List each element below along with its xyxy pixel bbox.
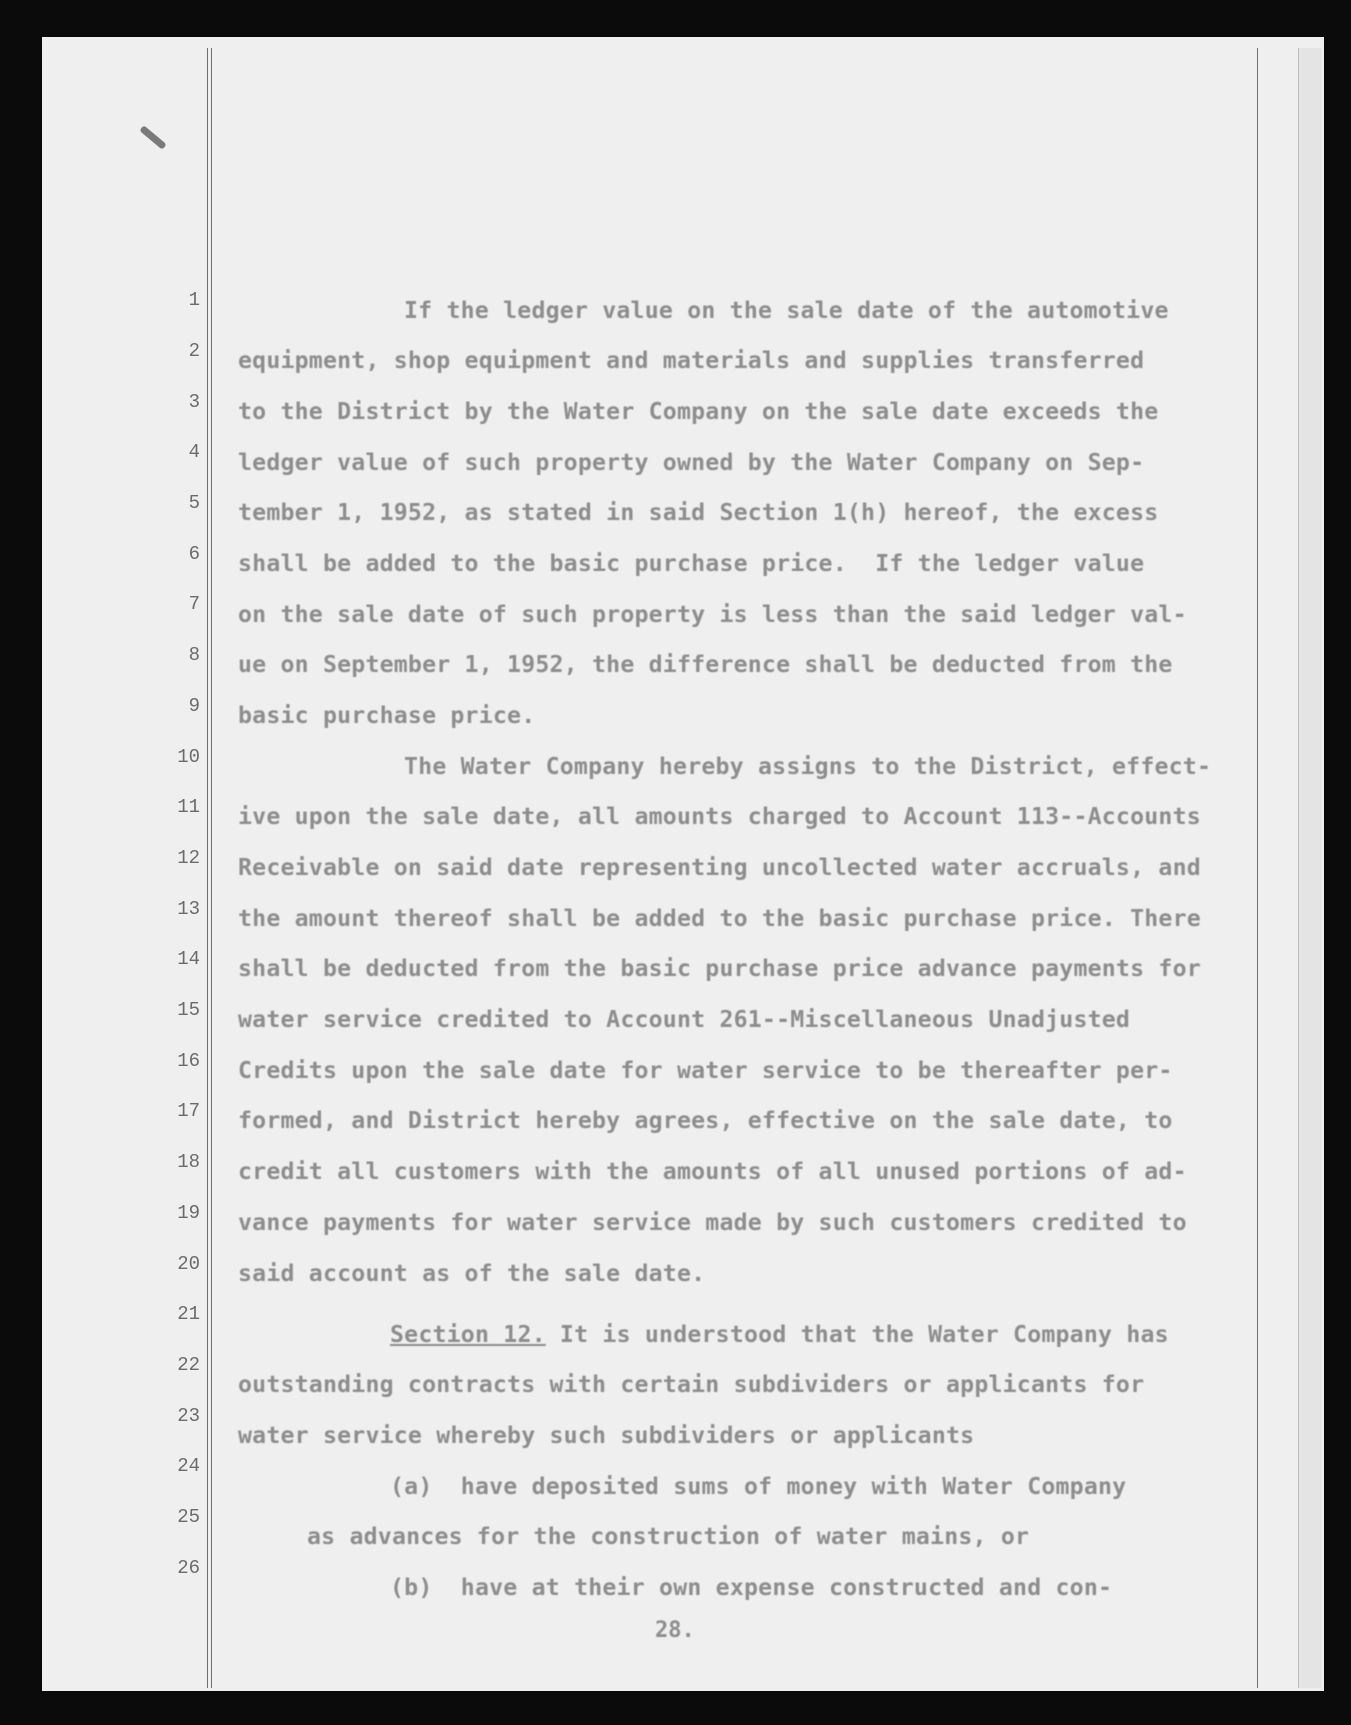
list-item: (b) have at their own expense constructed and con- [390,1574,1113,1601]
line-number: 8 [188,644,200,666]
line-number: 15 [177,999,200,1021]
line-number: 5 [188,492,200,514]
text-line: vance payments for water service made by such customers credited to [238,1209,1187,1236]
text-line: water service credited to Account 261--Miscellaneous Unadjusted [238,1006,1131,1033]
line-number: 22 [177,1354,200,1376]
text-line: said account as of the sale date. [238,1260,706,1287]
text-line: formed, and District hereby agrees, effective on the sale date, to [238,1107,1173,1134]
line-number: 18 [177,1151,200,1173]
line-number: 14 [177,948,200,970]
line-number: 7 [188,593,200,615]
text-line: ive upon the sale date, all amounts charged to Account 113--Accounts [238,803,1201,830]
line-number: 19 [177,1202,200,1224]
text-line: outstanding contracts with certain subdividers or applicants for [238,1371,1145,1398]
line-number: 2 [188,340,200,362]
line-number: 20 [177,1253,200,1275]
text-line: as advances for the construction of water mains, or [307,1523,1030,1550]
text-line: basic purchase price. [238,702,536,729]
line-number: 4 [188,441,200,463]
text-line: credit all customers with the amounts of all unused portions of ad- [238,1158,1187,1185]
right-margin-rule [1257,48,1258,1688]
line-number: 10 [177,746,200,768]
text-line: ledger value of such property owned by the Water Company on Sep- [238,449,1145,476]
text-line: on the sale date of such property is less than the said ledger val- [238,601,1187,628]
text-line: water service whereby such subdividers or applicants [238,1422,975,1449]
line-number: 3 [188,391,200,413]
line-number: 1 [188,289,200,311]
line-number: 26 [177,1557,200,1579]
left-margin-rule-inner [211,48,212,1688]
text-line: Credits upon the sale date for water service to be thereafter per- [238,1057,1173,1084]
line-number: 12 [177,847,200,869]
line-number: 13 [177,898,200,920]
text-line: tember 1, 1952, as stated in said Section 1(h) hereof, the excess [238,499,1159,526]
list-item: (a) have deposited sums of money with Water Company [390,1473,1127,1500]
page-edge [1298,48,1321,1688]
line-number: 25 [177,1506,200,1528]
line-number: 9 [188,695,200,717]
line-number: 6 [188,543,200,565]
text-line: to the District by the Water Company on the sale date exceeds the [238,398,1159,425]
text-line: shall be deducted from the basic purchase price advance payments for [238,955,1201,982]
text-line: equipment, shop equipment and materials and supplies transferred [238,347,1145,374]
line-number: 17 [177,1100,200,1122]
line-number: 21 [177,1303,200,1325]
text-line: the amount thereof shall be added to the basic purchase price. There [238,905,1201,932]
text-line: If the ledger value on the sale date of the automotive [404,297,1169,324]
text-line: ue on September 1, 1952, the difference shall be deducted from the [238,651,1173,678]
line-number: 16 [177,1050,200,1072]
line-number: 11 [177,796,200,818]
text-line: shall be added to the basic purchase price. If the ledger value [238,550,1145,577]
text-line: It is understood that the Water Company has [545,1321,1169,1348]
left-margin-rule [207,48,208,1688]
text-line: The Water Company hereby assigns to the District, effect- [404,753,1212,780]
section-line [390,1323,1169,1346]
text-line: Receivable on said date representing uncollected water accruals, and [238,854,1201,881]
section-heading: Section 12. [390,1321,546,1348]
line-number: 24 [177,1455,200,1477]
page-number: 28. [655,1618,695,1643]
line-number: 23 [177,1405,200,1427]
